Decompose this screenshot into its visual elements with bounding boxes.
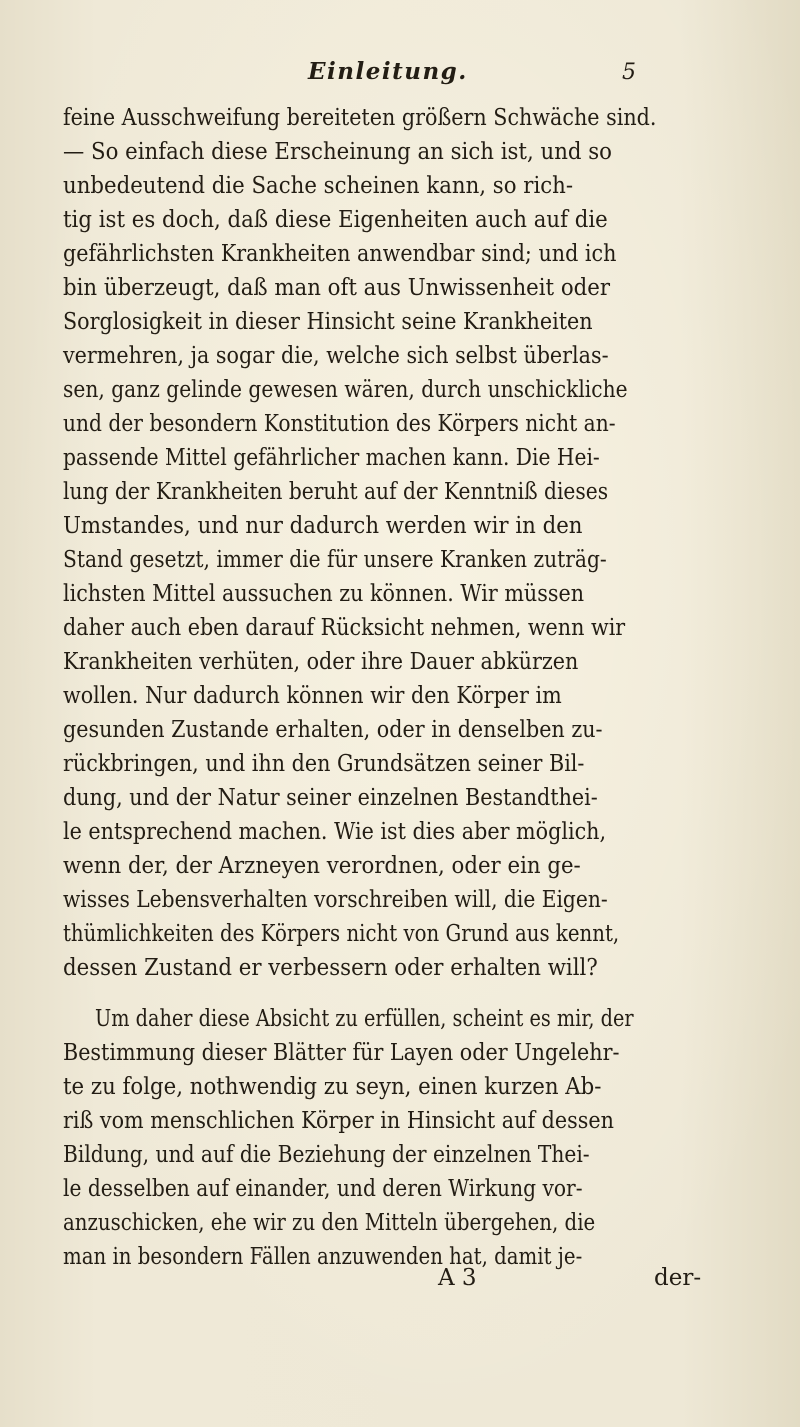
text-line: bin überzeugt, daß man oft aus Unwissenheit oder <box>63 273 611 301</box>
running-title: Einleitung. <box>308 58 468 85</box>
text-line: Bestimmung dieser Blätter für Layen oder Ungelehr- <box>63 1038 620 1066</box>
text-line: gefährlichsten Krankheiten anwendbar sind; und ich <box>63 239 617 267</box>
text-line: le desselben auf einander, und deren Wirkung vor- <box>63 1174 583 1202</box>
text-line: man in besondern Fällen anzuwenden hat, damit je- <box>63 1242 583 1270</box>
catchword: der- <box>654 1265 702 1291</box>
text-line: thümlichkeiten des Körpers nicht von Grund aus kennt, <box>63 919 620 947</box>
text-line: dessen Zustand er verbessern oder erhalten will? <box>63 953 598 981</box>
text-line: tig ist es doch, daß diese Eigenheiten auch auf die <box>63 205 608 233</box>
text-line: Stand gesetzt, immer die für unsere Kranken zuträg- <box>63 545 607 573</box>
text-line: wisses Lebensverhalten vorschreiben will, die Eigen- <box>63 885 608 913</box>
text-line: Umstandes, und nur dadurch werden wir in den <box>63 511 583 539</box>
text-line: feine Ausschweifung bereiteten größern Schwäche sind. <box>63 103 657 131</box>
text-line: riß vom menschlichen Körper in Hinsicht auf dessen <box>63 1106 614 1134</box>
signature-mark: A 3 <box>438 1265 477 1291</box>
text-line: unbedeutend die Sache scheinen kann, so rich- <box>63 171 574 199</box>
text-line: vermehren, ja sogar die, welche sich selbst überlas- <box>63 341 609 369</box>
text-line: wollen. Nur dadurch können wir den Körper im <box>63 681 562 709</box>
text-line: Krankheiten verhüten, oder ihre Dauer abkürzen <box>63 647 579 675</box>
text-line: anzuschicken, ehe wir zu den Mitteln übergehen, die <box>63 1208 596 1236</box>
text-line: und der besondern Konstitution des Körpers nicht an- <box>63 409 616 437</box>
text-line: passende Mittel gefährlicher machen kann. Die Hei- <box>63 443 600 471</box>
text-line: dung, und der Natur seiner einzelnen Bestandthei- <box>63 783 598 811</box>
text-line: daher auch eben darauf Rücksicht nehmen, wenn wir <box>63 613 626 641</box>
text-line: Um daher diese Absicht zu erfüllen, scheint es mir, der <box>95 1004 634 1032</box>
text-line: rückbringen, und ihn den Grundsätzen seiner Bil- <box>63 749 585 777</box>
page-header <box>0 58 800 98</box>
text-line: te zu folge, nothwendig zu seyn, einen kurzen Ab- <box>63 1072 602 1100</box>
text-line: gesunden Zustande erhalten, oder in denselben zu- <box>63 715 603 743</box>
text-line: sen, ganz gelinde gewesen wären, durch unschickliche <box>63 375 628 403</box>
text-line: — So einfach diese Erscheinung an sich ist, und so <box>63 137 612 165</box>
text-line: lichsten Mittel aussuchen zu können. Wir müssen <box>63 579 585 607</box>
text-line: le entsprechend machen. Wie ist dies aber möglich, <box>63 817 607 845</box>
text-line: Sorglosigkeit in dieser Hinsicht seine Krankheiten <box>63 307 593 335</box>
text-line: lung der Krankheiten beruht auf der Kenntniß dieses <box>63 477 609 505</box>
text-line: wenn der, der Arzneyen verordnen, oder ein ge- <box>63 851 581 879</box>
page-number: 5 <box>622 60 636 85</box>
text-line: Bildung, und auf die Beziehung der einzelnen Thei- <box>63 1140 590 1168</box>
